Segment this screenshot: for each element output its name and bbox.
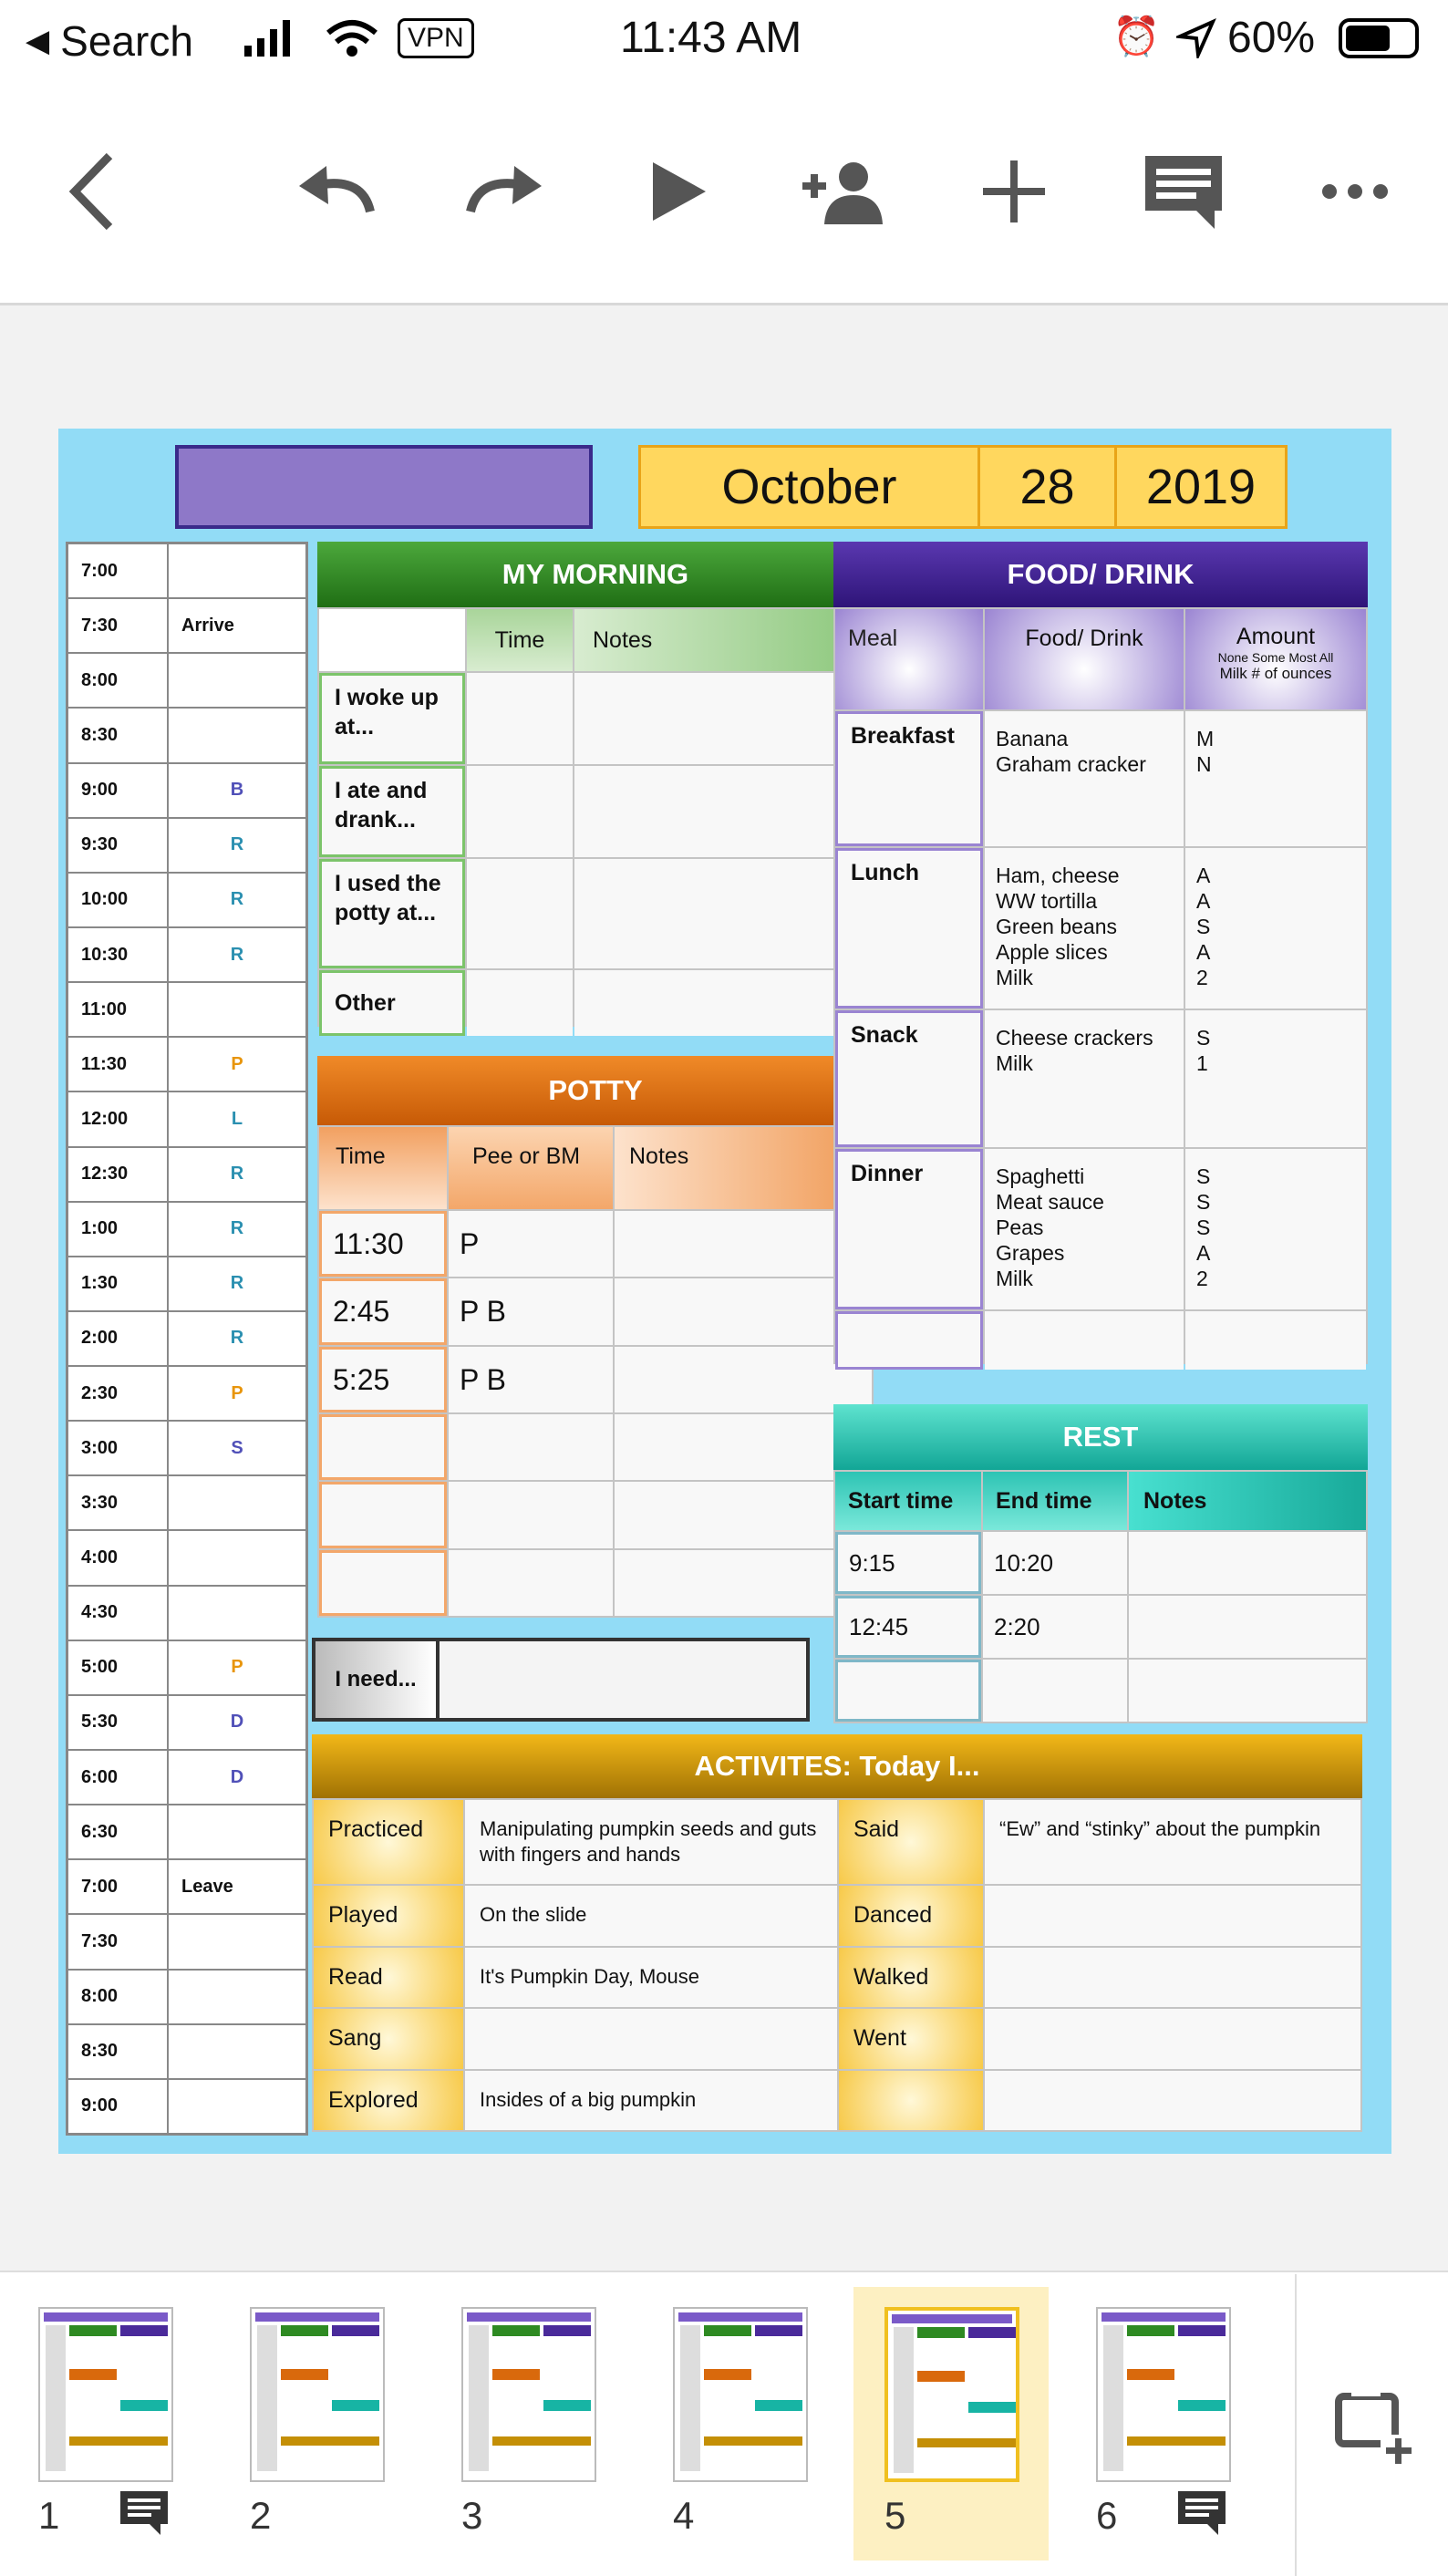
schedule-entry[interactable] [169,2080,305,2133]
amount-cell[interactable]: M N [1185,711,1366,846]
schedule-time: 12:00 [68,1092,167,1145]
meal-header: Meal [835,609,983,709]
morning-time-cell[interactable] [467,970,573,1036]
slide-number: 4 [673,2494,695,2537]
morning-row-label: I used the potty at... [319,859,465,968]
clock: 11:43 AM [620,14,802,62]
potty-notes-header: Notes [615,1127,872,1209]
battery-percent: 60% [1227,14,1316,62]
slide-thumbnail[interactable] [673,2307,808,2482]
schedule-entry[interactable] [169,1971,305,2023]
rest-title: REST [833,1404,1368,1470]
schedule-time: 9:00 [68,764,167,817]
activity-label [839,2071,983,2131]
potty-section [317,1056,874,1618]
amount-header-label: Amount [1236,624,1316,649]
schedule-entry[interactable]: R [169,1312,305,1365]
schedule-time: 1:30 [68,1257,167,1310]
my-morning-section [317,542,874,1016]
potty-type-cell[interactable]: P B [449,1347,613,1412]
rest-end-header: End time [983,1472,1127,1530]
food-cell[interactable]: Cheese crackers Milk [985,1010,1184,1147]
slide-thumbnail[interactable] [1096,2307,1231,2482]
slide-thumbnail[interactable] [38,2307,173,2482]
schedule-entry[interactable]: S [169,1422,305,1474]
schedule-entry[interactable]: R [169,819,305,872]
insert-button[interactable] [968,137,1060,246]
schedule-time: 10:00 [68,874,167,926]
date-header [638,445,1288,529]
add-slide-icon [1333,2387,1415,2469]
schedule-entry[interactable]: R [169,1203,305,1256]
schedule-time: 5:00 [68,1641,167,1694]
back-to-search[interactable] [26,16,193,66]
editor-toolbar [0,82,1448,305]
morning-row-label: Other [319,970,465,1036]
schedule-entry[interactable]: R [169,874,305,926]
slide[interactable] [58,429,1391,2154]
schedule-entry[interactable]: D [169,1696,305,1749]
schedule-time: 11:30 [68,1038,167,1091]
schedule-time: 12:30 [68,1148,167,1201]
slide-number: 5 [884,2494,906,2537]
activity-value[interactable]: On the slide [465,1886,837,1946]
food-cell[interactable]: Banana Graham cracker [985,711,1184,846]
schedule-entry[interactable]: R [169,1148,305,1201]
schedule-entry[interactable]: L [169,1092,305,1145]
slide-number: 2 [250,2494,272,2537]
status-bar [0,0,1448,82]
potty-type-cell[interactable] [449,1482,613,1547]
alarm-icon: ⏰ [1112,15,1161,57]
name-box[interactable] [175,445,593,529]
add-slide-button[interactable] [1333,2387,1415,2474]
morning-time-cell[interactable] [467,766,573,857]
rest-start-cell[interactable]: 12:45 [835,1596,981,1658]
meal-label [835,1311,983,1370]
redo-button[interactable] [460,137,551,246]
amount-cell[interactable] [1185,1311,1366,1370]
schedule-entry[interactable] [169,544,305,597]
schedule-entry[interactable] [169,983,305,1036]
rest-notes-header: Notes [1129,1472,1366,1530]
activity-label: Said [839,1800,983,1884]
amount-legend-1: None Some Most All [1217,650,1334,665]
morning-notes-cell[interactable] [574,673,872,764]
schedule-entry[interactable] [169,654,305,707]
slide-thumbnail[interactable] [884,2307,1019,2482]
redo-icon [460,164,551,219]
schedule-time: 3:00 [68,1422,167,1474]
rest-section [833,1404,1368,1723]
activity-value[interactable]: Insides of a big pumpkin [465,2071,837,2131]
schedule-entry[interactable] [169,1531,305,1584]
potty-type-header: Pee or BM [449,1127,613,1209]
i-need-label: I need... [315,1641,440,1718]
potty-type-cell[interactable]: P B [449,1278,613,1344]
comment-icon [1138,150,1229,233]
amount-cell[interactable]: A A S A 2 [1185,848,1366,1009]
schedule-time: 8:30 [68,2025,167,2078]
schedule-time: 4:30 [68,1587,167,1640]
month-field[interactable]: October [641,448,980,526]
slide-comment-icon[interactable] [119,2489,170,2541]
morning-row-label: I ate and drank... [319,766,465,857]
back-label: Search [60,17,193,65]
slide-number: 6 [1096,2494,1118,2537]
schedule-entry[interactable]: Leave [169,1860,305,1913]
undo-button[interactable] [290,137,381,246]
slide-number: 3 [461,2494,483,2537]
activities-section [312,1734,1362,2132]
comment-button[interactable] [1138,137,1229,246]
potty-time-header: Time [319,1127,447,1209]
meal-label: Breakfast [835,711,983,846]
schedule-entry[interactable] [169,1915,305,1968]
meal-label: Lunch [835,848,983,1009]
activity-value[interactable]: Manipulating pumpkin seeds and guts with fingers and hands [465,1800,837,1884]
activity-value[interactable] [465,2009,837,2069]
schedule-time: 10:30 [68,928,167,981]
schedule-time: 1:00 [68,1203,167,1256]
food-cell[interactable]: Ham, cheese WW tortilla Green beans Apple slices Milk [985,848,1184,1009]
schedule-time: 8:00 [68,1971,167,2023]
morning-time-cell[interactable] [467,859,573,968]
potty-type-cell[interactable]: P [449,1211,613,1277]
activities-title: ACTIVITES: Today I... [312,1734,1362,1798]
morning-row-label: I woke up at... [319,673,465,764]
slide-thumbnail[interactable] [250,2307,385,2482]
activity-label: Played [314,1886,463,1946]
rest-start-header: Start time [835,1472,981,1530]
activity-label: Went [839,2009,983,2069]
activity-value[interactable] [985,2009,1360,2069]
activity-label: Explored [314,2071,463,2131]
daily-schedule [66,542,308,2136]
day-field[interactable]: 28 [980,448,1117,526]
food-header: Food/ Drink [985,609,1184,709]
activity-value[interactable]: It's Pumpkin Day, Mouse [465,1948,837,2008]
activity-value[interactable]: “Ew” and “stinky” about the pumpkin [985,1800,1360,1884]
schedule-entry[interactable]: P [169,1367,305,1420]
back-triangle-icon: ◀ [26,24,50,58]
activity-value[interactable] [985,1886,1360,1946]
wifi-icon [325,18,379,58]
schedule-entry[interactable]: Arrive [169,599,305,652]
potty-type-cell[interactable] [449,1414,613,1480]
schedule-time: 5:30 [68,1696,167,1749]
schedule-entry[interactable] [169,2025,305,2078]
schedule-entry[interactable]: P [169,1038,305,1091]
morning-time-cell[interactable] [467,673,573,764]
rest-notes-cell[interactable] [1129,1660,1366,1722]
food-title: FOOD/ DRINK [833,542,1368,607]
schedule-time: 2:00 [68,1312,167,1365]
schedule-time: 3:30 [68,1476,167,1529]
undo-icon [290,164,381,219]
schedule-time: 11:00 [68,983,167,1036]
morning-notes-cell[interactable] [574,970,872,1036]
schedule-time: 7:00 [68,1860,167,1913]
potty-time-cell[interactable] [319,1482,447,1547]
panel-divider [1295,2274,1297,2576]
schedule-entry[interactable]: P [169,1641,305,1694]
amount-legend-2: Milk # of ounces [1219,665,1332,682]
amount-cell[interactable]: S S S A 2 [1185,1149,1366,1309]
plus-icon [977,155,1050,228]
schedule-time: 8:00 [68,654,167,707]
back-icon [64,150,119,233]
schedule-entry[interactable]: D [169,1751,305,1804]
potty-title: POTTY [317,1056,874,1125]
schedule-entry[interactable] [169,1587,305,1640]
share-button[interactable] [799,137,890,246]
activity-value[interactable] [985,1948,1360,2008]
add-person-icon [799,155,890,228]
schedule-time: 8:30 [68,709,167,761]
meal-label: Dinner [835,1149,983,1309]
battery-icon [1339,18,1419,58]
year-field[interactable]: 2019 [1145,460,1257,514]
meal-label: Snack [835,1010,983,1147]
rest-end-cell[interactable]: 2:20 [983,1596,1127,1658]
food-cell[interactable] [985,1311,1184,1370]
potty-type-cell[interactable] [449,1550,613,1616]
i-need-box [312,1638,810,1722]
slide-comment-icon[interactable] [1176,2489,1227,2541]
activity-label: Sang [314,2009,463,2069]
slide-thumbnail[interactable] [461,2307,596,2482]
potty-time-cell[interactable] [319,1414,447,1480]
i-need-input[interactable] [440,1641,806,1718]
schedule-time: 6:30 [68,1805,167,1858]
potty-time-cell[interactable]: 2:45 [319,1278,447,1344]
schedule-time: 9:00 [68,2080,167,2133]
morning-notes-cell[interactable] [574,766,872,857]
schedule-time: 7:30 [68,1915,167,1968]
rest-end-cell[interactable]: 10:20 [983,1532,1127,1594]
rest-start-cell[interactable] [835,1660,981,1722]
potty-time-cell[interactable]: 5:25 [319,1347,447,1412]
morning-notes-header: Notes [574,609,872,671]
schedule-entry[interactable]: R [169,1257,305,1310]
activity-label: Walked [839,1948,983,2008]
potty-time-cell[interactable] [319,1550,447,1616]
schedule-entry[interactable]: B [169,764,305,817]
rest-start-cell[interactable]: 9:15 [835,1532,981,1594]
rest-notes-cell[interactable] [1129,1596,1366,1658]
activity-value[interactable] [985,2071,1360,2131]
food-cell[interactable]: Spaghetti Meat sauce Peas Grapes Milk [985,1149,1184,1309]
morning-notes-cell[interactable] [574,859,872,968]
rest-end-cell[interactable] [983,1660,1127,1722]
more-icon [1319,181,1391,202]
activity-label: Read [314,1948,463,2008]
amount-cell[interactable]: S 1 [1185,1010,1366,1147]
schedule-time: 4:00 [68,1531,167,1584]
slide-number: 1 [38,2494,60,2537]
amount-header [1185,609,1366,709]
schedule-time: 6:00 [68,1751,167,1804]
schedule-time: 7:00 [68,544,167,597]
location-arrow-icon [1176,18,1216,58]
food-drink-section [833,542,1368,1366]
schedule-entry[interactable] [169,1476,305,1529]
back-button[interactable] [46,137,137,246]
potty-time-cell[interactable]: 11:30 [319,1211,447,1277]
my-morning-title: MY MORNING [317,542,874,607]
present-button[interactable] [631,137,722,246]
schedule-entry[interactable] [169,709,305,761]
schedule-time: 7:30 [68,599,167,652]
signal-icon [244,20,290,57]
vpn-badge: VPN [398,18,474,58]
more-button[interactable] [1309,137,1401,246]
activity-label: Danced [839,1886,983,1946]
schedule-entry[interactable] [169,1805,305,1858]
schedule-time: 2:30 [68,1367,167,1420]
morning-time-header: Time [467,609,573,671]
schedule-entry[interactable]: R [169,928,305,981]
play-icon [640,155,713,228]
activity-label: Practiced [314,1800,463,1884]
rest-notes-cell[interactable] [1129,1532,1366,1594]
schedule-time: 9:30 [68,819,167,872]
